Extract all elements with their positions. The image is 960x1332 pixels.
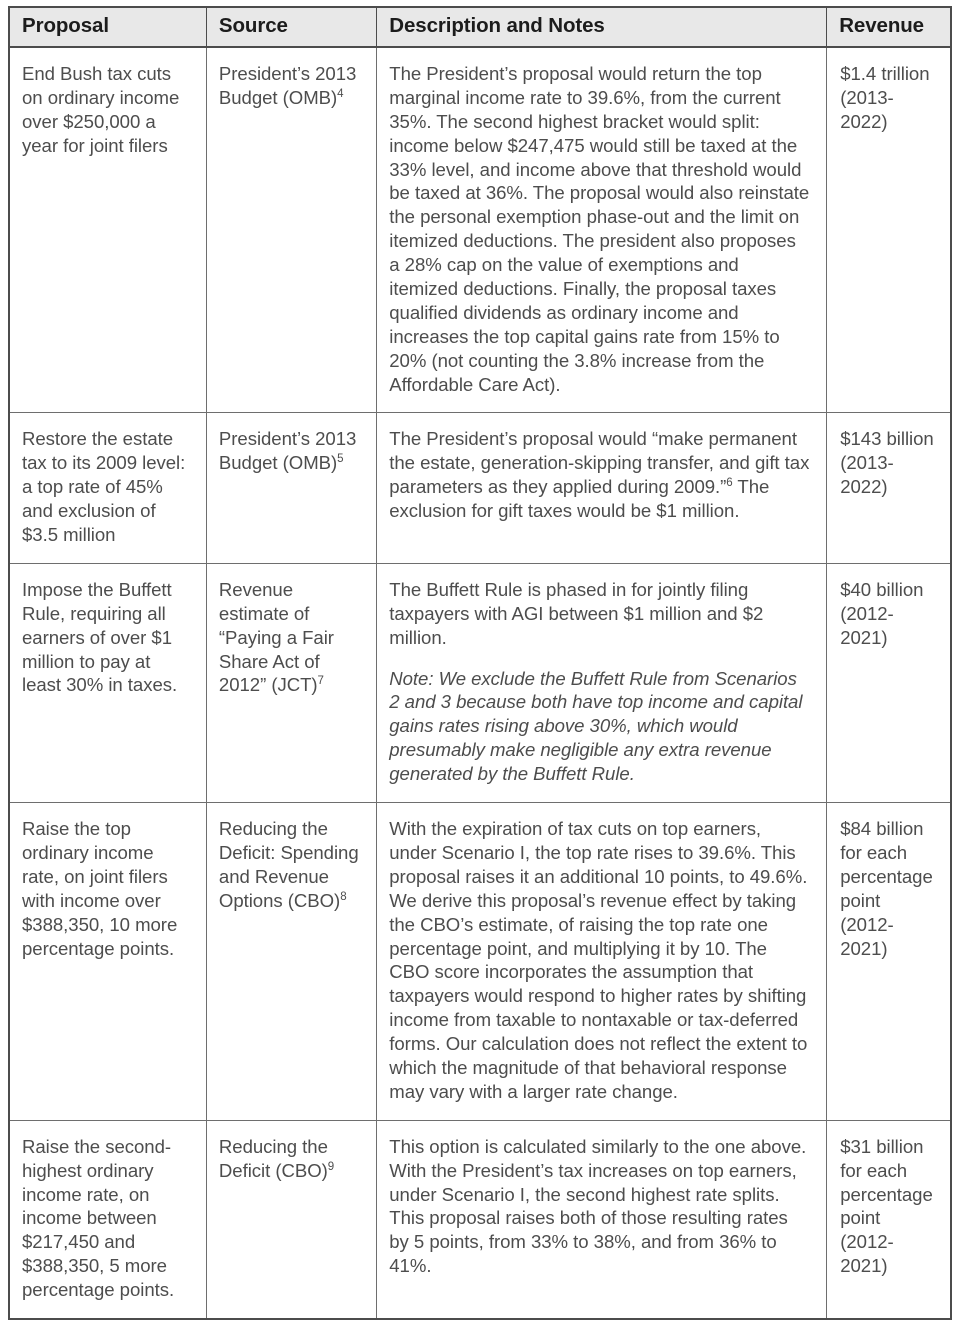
footnote-marker: 5 (337, 453, 344, 466)
cell-description (377, 803, 827, 1121)
table-row (9, 47, 951, 413)
table-row (9, 563, 951, 802)
cell-proposal: Raise the top ordinary income rate, on joint filers with income over $388,350, 10 more percentage points. (9, 803, 206, 1121)
description-text-after: The exclusion for gift taxes would be $1 million. (389, 476, 770, 522)
footnote-marker: 9 (327, 1160, 335, 1173)
column-header-source: Source (206, 7, 376, 47)
cell-proposal: Restore the estate tax to its 2009 level: a top rate of 45% and exclusion of $3.5 million (9, 413, 206, 563)
description-note-paragraph: Note: We exclude the Buffett Rule from Scenarios 2 and 3 because both have top income and capital gains rates rising above 30%, which would presumably make negligible any extra revenue generated by the Buffett Rule. (389, 667, 803, 785)
source-text: Reducing the Deficit (CBO) (218, 1135, 328, 1181)
cell-revenue: $84 billion for each percentage point (2012-2021) (827, 803, 951, 1121)
cell-description (377, 563, 827, 802)
cell-source (206, 563, 376, 802)
table-row (9, 803, 951, 1121)
footnote-marker: 7 (317, 675, 324, 688)
footnote-marker: 8 (340, 890, 347, 903)
source-text: President’s 2013 Budget (OMB) (218, 63, 357, 108)
cell-description (377, 413, 827, 563)
header-row (9, 7, 951, 47)
column-header-revenue: Revenue (827, 7, 951, 47)
cell-proposal: End Bush tax cuts on ordinary income over $250,000 a year for joint filers (9, 47, 206, 413)
cell-revenue: $1.4 trillion (2013-2022) (827, 47, 951, 413)
description-paragraph (389, 427, 810, 523)
tax-proposals-table (8, 6, 952, 1320)
cell-source (206, 47, 376, 413)
cell-proposal: Raise the second-highest ordinary income rate, on income between $217,450 and $388,350, 5 more percentage points. (9, 1120, 206, 1319)
footnote-marker: 6 (726, 477, 733, 490)
cell-source (206, 413, 376, 563)
cell-proposal: Impose the Buffett Rule, requiring all earners of over $1 million to pay at least 30% in taxes. (9, 563, 206, 802)
description-paragraph: With the expiration of tax cuts on top earners, under Scenario I, the top rate rises to 39.6%. This proposal raises it an additional 10 points, to 49.6%. We derive this proposal’s revenue effect by taking the CBO’s estimate, of raising the top rate one percentage point, and multiplying it by 10. The CBO score incorporates the assumption that taxpayers would respond to higher rates by shifting income from taxable to nontaxable or tax-deferred forms. Our calculation does not reflect the extent to which the magnitude of that behavioral response may vary with a larger rate change. (389, 818, 808, 1102)
cell-description (377, 1120, 827, 1319)
description-paragraph: The President’s proposal would return the top marginal income rate to 39.6%, from the current 35%. The second highest bracket would split: income below $247,475 would still be taxed at the 33% level, and income above that threshold would be taxed at 36%. The proposal would also reinstate the personal exemption phase-out and the limit on itemized deductions. The president also proposes a 28% cap on the value of exemptions and itemized deductions. Finally, the proposal taxes qualified dividends as ordinary income and increases the top capital gains rate from 15% to 20% (not counting the 3.8% increase from the Affordable Care Act). (389, 63, 810, 395)
cell-description (377, 47, 827, 413)
footnote-marker: 4 (337, 87, 344, 100)
column-header-description: Description and Notes (377, 7, 827, 47)
source-text: Revenue estimate of “Paying a Fair Share Act of 2012” (JCT) (218, 578, 334, 696)
column-header-proposal: Proposal (9, 7, 206, 47)
cell-source (206, 1120, 376, 1319)
cell-revenue: $143 billion (2013-2022) (827, 413, 951, 563)
cell-revenue: $31 billion for each percentage point (2012-2021) (840, 1135, 933, 1277)
table-row (9, 1120, 951, 1319)
table-header (9, 7, 951, 47)
source-text: Reducing the Deficit: Spending and Revenue Options (CBO) (218, 818, 359, 911)
description-text-before: The President’s proposal would “make permanent the estate, generation-skipping transfer, and gift tax parameters as they applied during 2009.” (389, 428, 810, 498)
description-paragraph: The Buffett Rule is phased in for jointly filing taxpayers with AGI between $1 million and $2 million. (389, 578, 764, 648)
cell-revenue: $40 billion (2012-2021) (827, 563, 951, 802)
table-row (9, 413, 951, 563)
description-paragraph: This option is calculated similarly to the one above. With the President’s tax increases on top earners, under Scenario I, the second highest rate splits. This proposal raises both of those resulting rates by 5 points, from 33% to 38%, and from 36% to 41%. (389, 1135, 807, 1277)
table-body (9, 47, 951, 1319)
source-text: President’s 2013 Budget (OMB) (218, 428, 357, 474)
cell-source (206, 803, 376, 1121)
